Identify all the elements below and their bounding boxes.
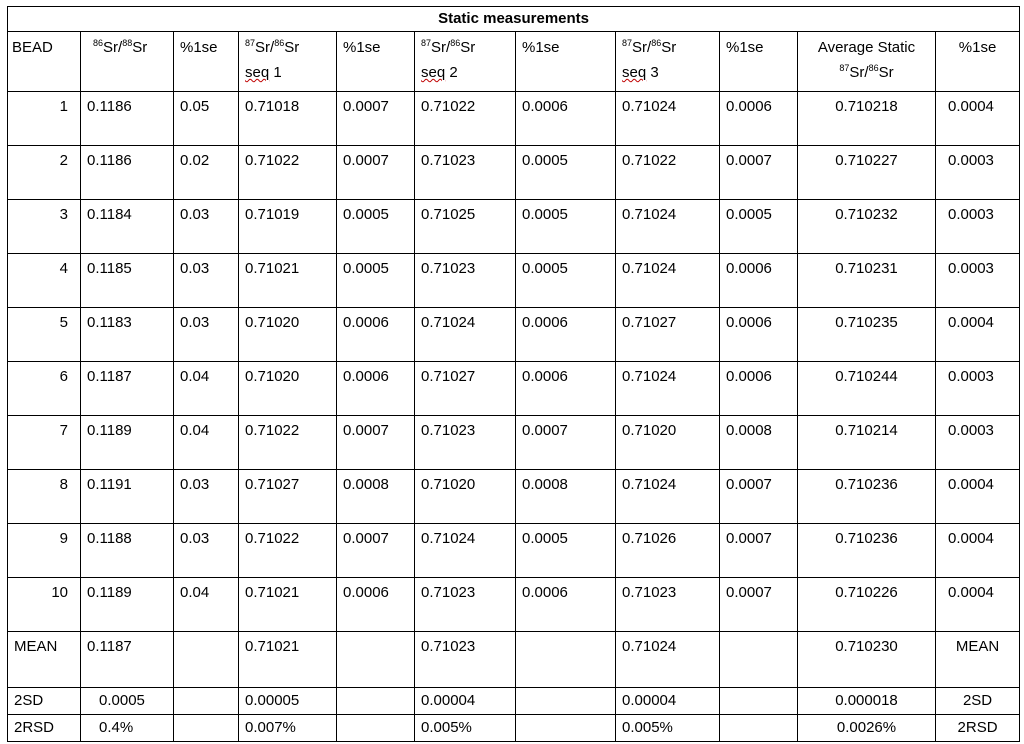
cell-se3: 0.0006 (720, 254, 798, 308)
cell-se1: 0.0005 (337, 254, 415, 308)
summary-cell-label: 2SD (8, 688, 81, 715)
empty-cell (174, 715, 239, 742)
summary-cell-s2: 0.00004 (415, 688, 516, 715)
cell-se1: 0.0006 (337, 308, 415, 362)
cell-s1: 0.71027 (239, 470, 337, 524)
header-ratio-86-88: $^{86}$Sr/$^{88}$Sr (81, 32, 174, 92)
summary-cell-s1: 0.007% (239, 715, 337, 742)
table-row (8, 524, 1020, 578)
header-se-1: %1se (337, 32, 415, 92)
cell-se2: 0.0005 (516, 200, 616, 254)
cell-bead: 3 (8, 200, 81, 254)
summary-row-mean (8, 632, 1020, 688)
cell-s1: 0.71020 (239, 308, 337, 362)
header-bead: BEAD (8, 32, 81, 92)
cell-avg: 0.710214 (798, 416, 936, 470)
summary-cell-r86: 0.0005 (81, 688, 174, 715)
header-seq-1: $^{87}$Sr/$^{86}$Sr seq 1 (239, 32, 337, 92)
cell-bead: 10 (8, 578, 81, 632)
header-se-0: %1se (174, 32, 239, 92)
cell-s3: 0.71023 (616, 578, 720, 632)
summary-cell-right: 2RSD (936, 715, 1020, 742)
cell-se1: 0.0007 (337, 524, 415, 578)
empty-cell (516, 715, 616, 742)
cell-s2: 0.71023 (415, 416, 516, 470)
cell-r86: 0.1191 (81, 470, 174, 524)
cell-r86: 0.1186 (81, 146, 174, 200)
empty-cell (720, 688, 798, 715)
cell-s3: 0.71027 (616, 308, 720, 362)
cell-se2: 0.0005 (516, 254, 616, 308)
table-row (8, 200, 1020, 254)
cell-s3: 0.71024 (616, 362, 720, 416)
cell-s3: 0.71024 (616, 470, 720, 524)
cell-se0: 0.03 (174, 524, 239, 578)
cell-s2: 0.71020 (415, 470, 516, 524)
summary-cell-avg: 0.000018 (798, 688, 936, 715)
cell-avg: 0.710232 (798, 200, 936, 254)
cell-r86: 0.1188 (81, 524, 174, 578)
cell-s3: 0.71024 (616, 254, 720, 308)
static-measurements-table (7, 6, 1020, 742)
header-se-avg: %1se (936, 32, 1020, 92)
cell-s3: 0.71024 (616, 200, 720, 254)
table-row (8, 308, 1020, 362)
summary-cell-avg: 0.0026% (798, 715, 936, 742)
cell-se3: 0.0007 (720, 146, 798, 200)
summary-cell-s3: 0.71024 (616, 632, 720, 688)
summary-cell-right: MEAN (936, 632, 1020, 688)
cell-s3: 0.71022 (616, 146, 720, 200)
cell-se3: 0.0007 (720, 578, 798, 632)
cell-seavg: 0.0004 (936, 524, 1020, 578)
cell-se2: 0.0008 (516, 470, 616, 524)
cell-avg: 0.710244 (798, 362, 936, 416)
cell-seavg: 0.0004 (936, 578, 1020, 632)
cell-s1: 0.71020 (239, 362, 337, 416)
cell-bead: 4 (8, 254, 81, 308)
cell-s1: 0.71022 (239, 524, 337, 578)
cell-r86: 0.1187 (81, 362, 174, 416)
cell-se0: 0.05 (174, 92, 239, 146)
empty-cell (337, 632, 415, 688)
cell-se0: 0.03 (174, 200, 239, 254)
cell-avg: 0.710218 (798, 92, 936, 146)
table-title: Static measurements (8, 7, 1020, 32)
cell-se0: 0.03 (174, 254, 239, 308)
cell-se0: 0.03 (174, 470, 239, 524)
cell-se3: 0.0006 (720, 362, 798, 416)
cell-s1: 0.71021 (239, 254, 337, 308)
cell-se1: 0.0008 (337, 470, 415, 524)
empty-cell (337, 688, 415, 715)
header-se-3: %1se (720, 32, 798, 92)
summary-cell-s2: 0.71023 (415, 632, 516, 688)
cell-s2: 0.71025 (415, 200, 516, 254)
summary-cell-avg: 0.710230 (798, 632, 936, 688)
cell-bead: 7 (8, 416, 81, 470)
cell-seavg: 0.0003 (936, 254, 1020, 308)
cell-se3: 0.0008 (720, 416, 798, 470)
cell-se1: 0.0007 (337, 146, 415, 200)
cell-s1: 0.71018 (239, 92, 337, 146)
empty-cell (337, 715, 415, 742)
cell-s2: 0.71024 (415, 524, 516, 578)
cell-r86: 0.1185 (81, 254, 174, 308)
cell-avg: 0.710227 (798, 146, 936, 200)
header-average-static: Average Static $^{87}$Sr/$^{86}$Sr (798, 32, 936, 92)
cell-se1: 0.0007 (337, 416, 415, 470)
cell-avg: 0.710226 (798, 578, 936, 632)
table-row (8, 362, 1020, 416)
cell-r86: 0.1186 (81, 92, 174, 146)
cell-se2: 0.0005 (516, 146, 616, 200)
empty-cell (516, 688, 616, 715)
header-row (8, 32, 1020, 92)
cell-se2: 0.0007 (516, 416, 616, 470)
cell-avg: 0.710236 (798, 524, 936, 578)
cell-se0: 0.03 (174, 308, 239, 362)
summary-cell-s3: 0.005% (616, 715, 720, 742)
cell-se3: 0.0005 (720, 200, 798, 254)
summary-cell-s3: 0.00004 (616, 688, 720, 715)
cell-se3: 0.0006 (720, 308, 798, 362)
cell-s3: 0.71026 (616, 524, 720, 578)
table-row (8, 470, 1020, 524)
cell-r86: 0.1189 (81, 416, 174, 470)
cell-se1: 0.0005 (337, 200, 415, 254)
table-row (8, 578, 1020, 632)
table-row (8, 254, 1020, 308)
cell-se3: 0.0007 (720, 524, 798, 578)
cell-s2: 0.71027 (415, 362, 516, 416)
empty-cell (174, 688, 239, 715)
cell-bead: 6 (8, 362, 81, 416)
cell-seavg: 0.0003 (936, 146, 1020, 200)
summary-cell-r86: 0.1187 (81, 632, 174, 688)
header-seq-2: $^{87}$Sr/$^{86}$Sr seq 2 (415, 32, 516, 92)
header-seq-3: $^{87}$Sr/$^{86}$Sr seq 3 (616, 32, 720, 92)
table-row (8, 92, 1020, 146)
cell-se1: 0.0007 (337, 92, 415, 146)
cell-se0: 0.04 (174, 416, 239, 470)
cell-s1: 0.71022 (239, 416, 337, 470)
cell-s2: 0.71024 (415, 308, 516, 362)
cell-se0: 0.02 (174, 146, 239, 200)
summary-cell-r86: 0.4% (81, 715, 174, 742)
cell-s1: 0.71021 (239, 578, 337, 632)
cell-se2: 0.0006 (516, 578, 616, 632)
cell-avg: 0.710231 (798, 254, 936, 308)
cell-bead: 1 (8, 92, 81, 146)
summary-cell-s1: 0.00005 (239, 688, 337, 715)
summary-cell-label: MEAN (8, 632, 81, 688)
cell-seavg: 0.0004 (936, 308, 1020, 362)
cell-r86: 0.1189 (81, 578, 174, 632)
cell-s1: 0.71019 (239, 200, 337, 254)
table-row (8, 146, 1020, 200)
cell-s2: 0.71023 (415, 146, 516, 200)
cell-se0: 0.04 (174, 578, 239, 632)
summary-row-sd2 (8, 688, 1020, 715)
cell-se0: 0.04 (174, 362, 239, 416)
cell-avg: 0.710236 (798, 470, 936, 524)
cell-se1: 0.0006 (337, 578, 415, 632)
cell-seavg: 0.0003 (936, 200, 1020, 254)
cell-seavg: 0.0004 (936, 92, 1020, 146)
cell-seavg: 0.0004 (936, 470, 1020, 524)
cell-seavg: 0.0003 (936, 416, 1020, 470)
empty-cell (516, 632, 616, 688)
cell-s2: 0.71023 (415, 254, 516, 308)
empty-cell (720, 632, 798, 688)
cell-bead: 5 (8, 308, 81, 362)
cell-avg: 0.710235 (798, 308, 936, 362)
cell-bead: 9 (8, 524, 81, 578)
summary-cell-s2: 0.005% (415, 715, 516, 742)
cell-s3: 0.71020 (616, 416, 720, 470)
cell-r86: 0.1184 (81, 200, 174, 254)
empty-cell (174, 632, 239, 688)
cell-se2: 0.0005 (516, 524, 616, 578)
cell-r86: 0.1183 (81, 308, 174, 362)
cell-s3: 0.71024 (616, 92, 720, 146)
summary-row-rsd2 (8, 715, 1020, 742)
header-se-2: %1se (516, 32, 616, 92)
cell-se2: 0.0006 (516, 92, 616, 146)
cell-s2: 0.71022 (415, 92, 516, 146)
cell-se3: 0.0006 (720, 92, 798, 146)
cell-bead: 2 (8, 146, 81, 200)
cell-bead: 8 (8, 470, 81, 524)
cell-s2: 0.71023 (415, 578, 516, 632)
cell-se3: 0.0007 (720, 470, 798, 524)
table-row (8, 416, 1020, 470)
summary-cell-s1: 0.71021 (239, 632, 337, 688)
summary-cell-right: 2SD (936, 688, 1020, 715)
cell-se1: 0.0006 (337, 362, 415, 416)
empty-cell (720, 715, 798, 742)
cell-s1: 0.71022 (239, 146, 337, 200)
cell-se2: 0.0006 (516, 308, 616, 362)
cell-se2: 0.0006 (516, 362, 616, 416)
summary-cell-label: 2RSD (8, 715, 81, 742)
cell-seavg: 0.0003 (936, 362, 1020, 416)
